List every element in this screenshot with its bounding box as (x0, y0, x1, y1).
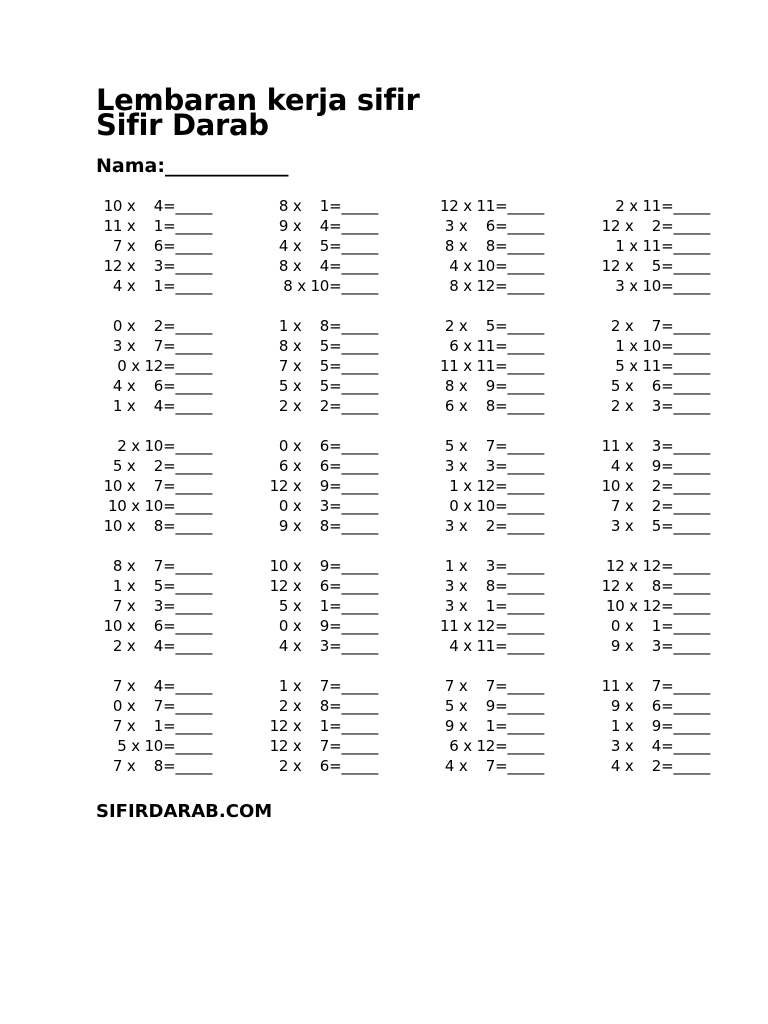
multiplication-problem: 2 x 6=_____ (278, 757, 378, 775)
multiplication-problem: 3 x 6=_____ (444, 217, 544, 235)
multiplication-problem: 1 x 10=_____ (615, 337, 710, 355)
multiplication-problem: 6 x 6=_____ (278, 457, 378, 475)
multiplication-problem: 2 x 2=_____ (278, 397, 378, 415)
multiplication-problem: 0 x 12=_____ (117, 357, 212, 375)
multiplication-problem: 12 x 5=_____ (601, 257, 710, 275)
multiplication-problem: 2 x 8=_____ (278, 697, 378, 715)
page-title (96, 83, 420, 142)
problem-column (428, 676, 544, 776)
multiplication-problem: 12 x 8=_____ (601, 577, 710, 595)
multiplication-problem: 5 x 6=_____ (610, 377, 710, 395)
problem-block (96, 196, 710, 296)
multiplication-problem: 11 x 1=_____ (103, 217, 212, 235)
problem-block (96, 676, 710, 776)
multiplication-problem: 5 x 9=_____ (444, 697, 544, 715)
multiplication-problem: 12 x 1=_____ (269, 717, 378, 735)
multiplication-problem: 2 x 4=_____ (112, 637, 212, 655)
problem-block (96, 436, 710, 536)
multiplication-problem: 8 x 1=_____ (278, 197, 378, 215)
problem-column (594, 436, 710, 536)
multiplication-problem: 10 x 10=_____ (107, 497, 212, 515)
problem-column (428, 556, 544, 656)
multiplication-problem: 10 x 8=_____ (103, 517, 212, 535)
multiplication-problem: 6 x 11=_____ (449, 337, 544, 355)
title-line-1: Lembaran kerja sifir (96, 83, 420, 117)
multiplication-problem: 1 x 4=_____ (112, 397, 212, 415)
multiplication-problem: 4 x 9=_____ (610, 457, 710, 475)
problem-column (96, 436, 212, 536)
multiplication-problem: 1 x 3=_____ (444, 557, 544, 575)
multiplication-problem: 1 x 9=_____ (610, 717, 710, 735)
multiplication-problem: 7 x 3=_____ (112, 597, 212, 615)
problem-column (594, 316, 710, 416)
multiplication-problem: 7 x 2=_____ (610, 497, 710, 515)
multiplication-problem: 0 x 3=_____ (278, 497, 378, 515)
multiplication-problem: 11 x 11=_____ (439, 357, 544, 375)
problem-column (594, 676, 710, 776)
multiplication-problem: 4 x 1=_____ (112, 277, 212, 295)
multiplication-problem: 10 x 2=_____ (601, 477, 710, 495)
multiplication-problem: 6 x 12=_____ (449, 737, 544, 755)
multiplication-problem: 2 x 10=_____ (117, 437, 212, 455)
multiplication-problem: 3 x 5=_____ (610, 517, 710, 535)
multiplication-problem: 8 x 10=_____ (283, 277, 378, 295)
multiplication-problem: 8 x 7=_____ (112, 557, 212, 575)
multiplication-problem: 7 x 8=_____ (112, 757, 212, 775)
title-line-2: Sifir Darab (96, 108, 269, 142)
multiplication-problem: 1 x 7=_____ (278, 677, 378, 695)
multiplication-problem: 8 x 9=_____ (444, 377, 544, 395)
multiplication-problem: 3 x 10=_____ (615, 277, 710, 295)
multiplication-problem: 3 x 8=_____ (444, 577, 544, 595)
problem-column (594, 196, 710, 296)
multiplication-problem: 5 x 7=_____ (444, 437, 544, 455)
multiplication-problem: 4 x 10=_____ (449, 257, 544, 275)
multiplication-problem: 12 x 2=_____ (601, 217, 710, 235)
multiplication-problem: 2 x 7=_____ (610, 317, 710, 335)
multiplication-problem: 9 x 1=_____ (444, 717, 544, 735)
multiplication-problem: 11 x 12=_____ (439, 617, 544, 635)
multiplication-problem: 4 x 3=_____ (278, 637, 378, 655)
multiplication-problem: 9 x 6=_____ (610, 697, 710, 715)
multiplication-problem: 0 x 2=_____ (112, 317, 212, 335)
multiplication-problem: 11 x 3=_____ (601, 437, 710, 455)
multiplication-problem: 2 x 3=_____ (610, 397, 710, 415)
multiplication-problem: 7 x 4=_____ (112, 677, 212, 695)
multiplication-problem: 12 x 9=_____ (269, 477, 378, 495)
multiplication-problem: 10 x 4=_____ (103, 197, 212, 215)
multiplication-problem: 8 x 12=_____ (449, 277, 544, 295)
multiplication-problem: 3 x 2=_____ (444, 517, 544, 535)
problem-column (262, 676, 378, 776)
problem-block (96, 556, 710, 656)
multiplication-problem: 1 x 12=_____ (449, 477, 544, 495)
multiplication-problem: 2 x 11=_____ (615, 197, 710, 215)
multiplication-problem: 4 x 7=_____ (444, 757, 544, 775)
multiplication-problem: 0 x 9=_____ (278, 617, 378, 635)
multiplication-problem: 0 x 7=_____ (112, 697, 212, 715)
multiplication-problem: 11 x 7=_____ (601, 677, 710, 695)
multiplication-problem: 8 x 5=_____ (278, 337, 378, 355)
multiplication-problem: 4 x 2=_____ (610, 757, 710, 775)
problem-grid (96, 196, 710, 796)
name-field-label: Nama:_____________ (96, 155, 289, 177)
multiplication-problem: 12 x 12=_____ (605, 557, 710, 575)
multiplication-problem: 7 x 7=_____ (444, 677, 544, 695)
problem-column (96, 196, 212, 296)
multiplication-problem: 12 x 6=_____ (269, 577, 378, 595)
multiplication-problem: 1 x 8=_____ (278, 317, 378, 335)
multiplication-problem: 3 x 1=_____ (444, 597, 544, 615)
multiplication-problem: 0 x 6=_____ (278, 437, 378, 455)
problem-block (96, 316, 710, 416)
multiplication-problem: 2 x 5=_____ (444, 317, 544, 335)
problem-column (262, 436, 378, 536)
multiplication-problem: 3 x 3=_____ (444, 457, 544, 475)
multiplication-problem: 6 x 8=_____ (444, 397, 544, 415)
multiplication-problem: 5 x 1=_____ (278, 597, 378, 615)
problem-column (594, 556, 710, 656)
multiplication-problem: 9 x 4=_____ (278, 217, 378, 235)
multiplication-problem: 10 x 9=_____ (269, 557, 378, 575)
multiplication-problem: 12 x 3=_____ (103, 257, 212, 275)
multiplication-problem: 5 x 5=_____ (278, 377, 378, 395)
problem-column (428, 316, 544, 416)
multiplication-problem: 9 x 8=_____ (278, 517, 378, 535)
multiplication-problem: 4 x 11=_____ (449, 637, 544, 655)
multiplication-problem: 3 x 4=_____ (610, 737, 710, 755)
multiplication-problem: 5 x 2=_____ (112, 457, 212, 475)
multiplication-problem: 1 x 5=_____ (112, 577, 212, 595)
multiplication-problem: 7 x 5=_____ (278, 357, 378, 375)
multiplication-problem: 7 x 6=_____ (112, 237, 212, 255)
problem-column (96, 676, 212, 776)
problem-column (96, 316, 212, 416)
multiplication-problem: 4 x 5=_____ (278, 237, 378, 255)
multiplication-problem: 5 x 11=_____ (615, 357, 710, 375)
multiplication-problem: 12 x 7=_____ (269, 737, 378, 755)
multiplication-problem: 3 x 7=_____ (112, 337, 212, 355)
multiplication-problem: 5 x 10=_____ (117, 737, 212, 755)
multiplication-problem: 10 x 12=_____ (605, 597, 710, 615)
multiplication-problem: 7 x 1=_____ (112, 717, 212, 735)
problem-column (96, 556, 212, 656)
problem-column (428, 196, 544, 296)
problem-column (428, 436, 544, 536)
problem-column (262, 556, 378, 656)
multiplication-problem: 4 x 6=_____ (112, 377, 212, 395)
footer-website: SIFIRDARAB.COM (96, 801, 273, 822)
multiplication-problem: 0 x 1=_____ (610, 617, 710, 635)
multiplication-problem: 1 x 11=_____ (615, 237, 710, 255)
problem-column (262, 196, 378, 296)
multiplication-problem: 9 x 3=_____ (610, 637, 710, 655)
problem-column (262, 316, 378, 416)
multiplication-problem: 0 x 10=_____ (449, 497, 544, 515)
multiplication-problem: 8 x 8=_____ (444, 237, 544, 255)
multiplication-problem: 8 x 4=_____ (278, 257, 378, 275)
multiplication-problem: 10 x 6=_____ (103, 617, 212, 635)
multiplication-problem: 12 x 11=_____ (439, 197, 544, 215)
multiplication-problem: 10 x 7=_____ (103, 477, 212, 495)
